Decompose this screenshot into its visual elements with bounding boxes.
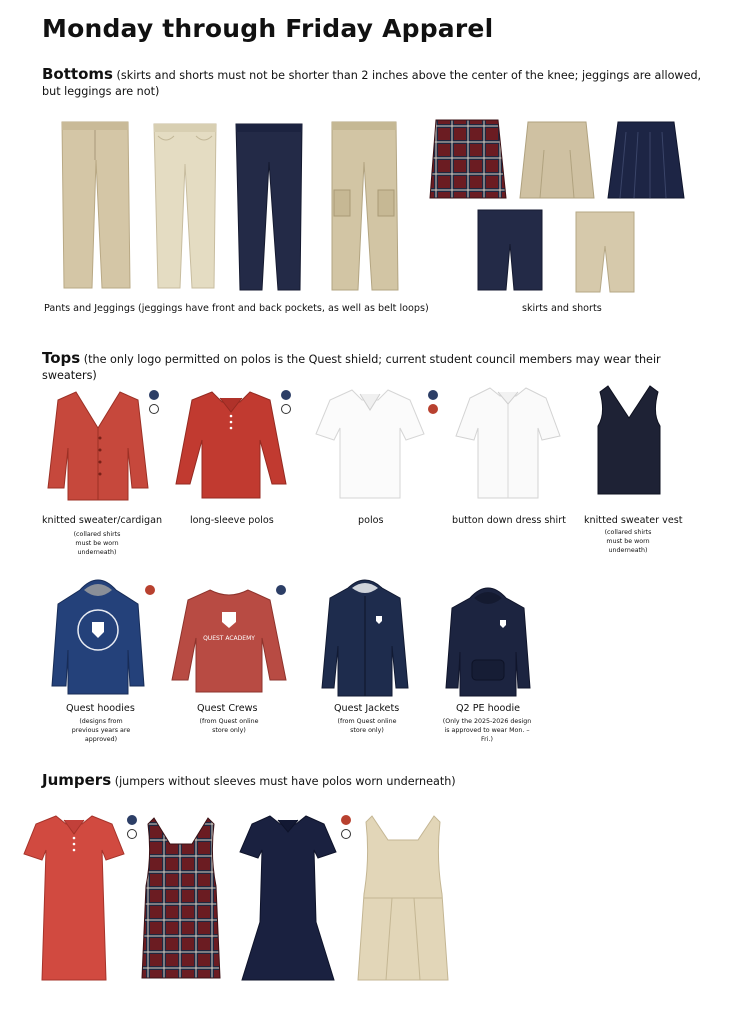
- navy-shorts-image: [476, 208, 544, 292]
- beige-jeggings-image: [150, 122, 220, 290]
- bottoms-section-heading: [42, 66, 702, 100]
- sweater-vest-label: knitted sweater vest: [584, 515, 683, 526]
- red-polo-dress-image: [22, 812, 126, 982]
- navy-pleated-skirt-image: [606, 120, 686, 200]
- white-color-dot: [341, 829, 351, 839]
- bottoms-heading: Bottoms: [42, 65, 113, 83]
- navy-color-dot: [127, 815, 137, 825]
- khaki-pants-image: [58, 120, 132, 290]
- navy-sleeve-dress-image: [236, 812, 340, 982]
- navy-color-dot: [281, 390, 291, 400]
- sweater-vest-note: (collared shirts must be worn underneath): [604, 529, 652, 554]
- navy-color-dot: [428, 390, 438, 400]
- q2-pe-hoodie-note: (Only the 2025-2026 design is approved to wear Mon. – Fri.): [442, 718, 532, 743]
- red-color-dot: [341, 815, 351, 825]
- jumpers-section-heading: [42, 772, 702, 790]
- jumpers-note: (jumpers without sleeves must have polos worn underneath): [114, 775, 456, 788]
- plaid-skirt-image: [428, 118, 508, 200]
- quest-jacket-image: [320, 576, 410, 698]
- long-sleeve-polo-label: long-sleeve polos: [190, 515, 274, 526]
- red-color-dot: [145, 585, 155, 595]
- tops-section-heading: [42, 350, 702, 384]
- khaki-jumper-image: [356, 814, 450, 982]
- bottoms-note: (skirts and shorts must not be shorter than 2 inches above the center of the knee; jeggings are allowed, but leggings are not): [42, 69, 702, 98]
- khaki-skirt-image: [518, 120, 596, 200]
- red-cardigan-image: [46, 388, 150, 502]
- polo-label: polos: [358, 515, 384, 526]
- white-dress-shirt-image: [454, 384, 562, 500]
- navy-sweater-vest-image: [594, 384, 664, 496]
- plaid-jumper-image: [140, 816, 222, 980]
- quest-crew-note: (from Quest online store only): [199, 718, 259, 734]
- skirts-caption: skirts and shorts: [522, 303, 602, 314]
- quest-jacket-note: (from Quest online store only): [337, 718, 397, 734]
- red-long-sleeve-polo-image: [174, 388, 288, 500]
- q2-pe-hoodie-image: [444, 582, 532, 698]
- white-color-dot: [127, 829, 137, 839]
- quest-crew-image: [170, 588, 288, 694]
- white-color-dot: [149, 404, 159, 414]
- quest-hoodie-note: (designs from previous years are approved): [71, 718, 131, 743]
- white-polo-image: [314, 386, 426, 500]
- cardigan-note: (collared shirts must be worn underneath): [73, 531, 121, 556]
- cardigan-label: knitted sweater/cardigan: [42, 515, 163, 526]
- quest-hoodie-image: [50, 576, 146, 698]
- quest-hoodie-label: Quest hoodies: [66, 703, 135, 714]
- dress-shirt-label: button down dress shirt: [452, 515, 566, 526]
- white-color-dot: [281, 404, 291, 414]
- crew-logo-text: QUEST ACADEMY: [203, 635, 255, 642]
- navy-pants-image: [234, 122, 304, 292]
- q2-pe-hoodie-label: Q2 PE hoodie: [456, 703, 521, 714]
- pants-caption: Pants and Jeggings (jeggings have front and back pockets, as well as belt loops): [44, 303, 429, 314]
- cargo-pants-image: [328, 120, 400, 292]
- tops-heading: Tops: [42, 349, 81, 367]
- red-color-dot: [428, 404, 438, 414]
- navy-color-dot: [276, 585, 286, 595]
- khaki-shorts-image: [574, 210, 636, 294]
- quest-crew-label: Quest Crews: [197, 703, 258, 714]
- quest-jacket-label: Quest Jackets: [334, 703, 400, 714]
- navy-color-dot: [149, 390, 159, 400]
- tops-note: (the only logo permitted on polos is the Quest shield; current student council members may wear their sweaters): [42, 353, 661, 382]
- jumpers-heading: Jumpers: [42, 771, 112, 789]
- page-title: Monday through Friday Apparel: [42, 14, 494, 43]
